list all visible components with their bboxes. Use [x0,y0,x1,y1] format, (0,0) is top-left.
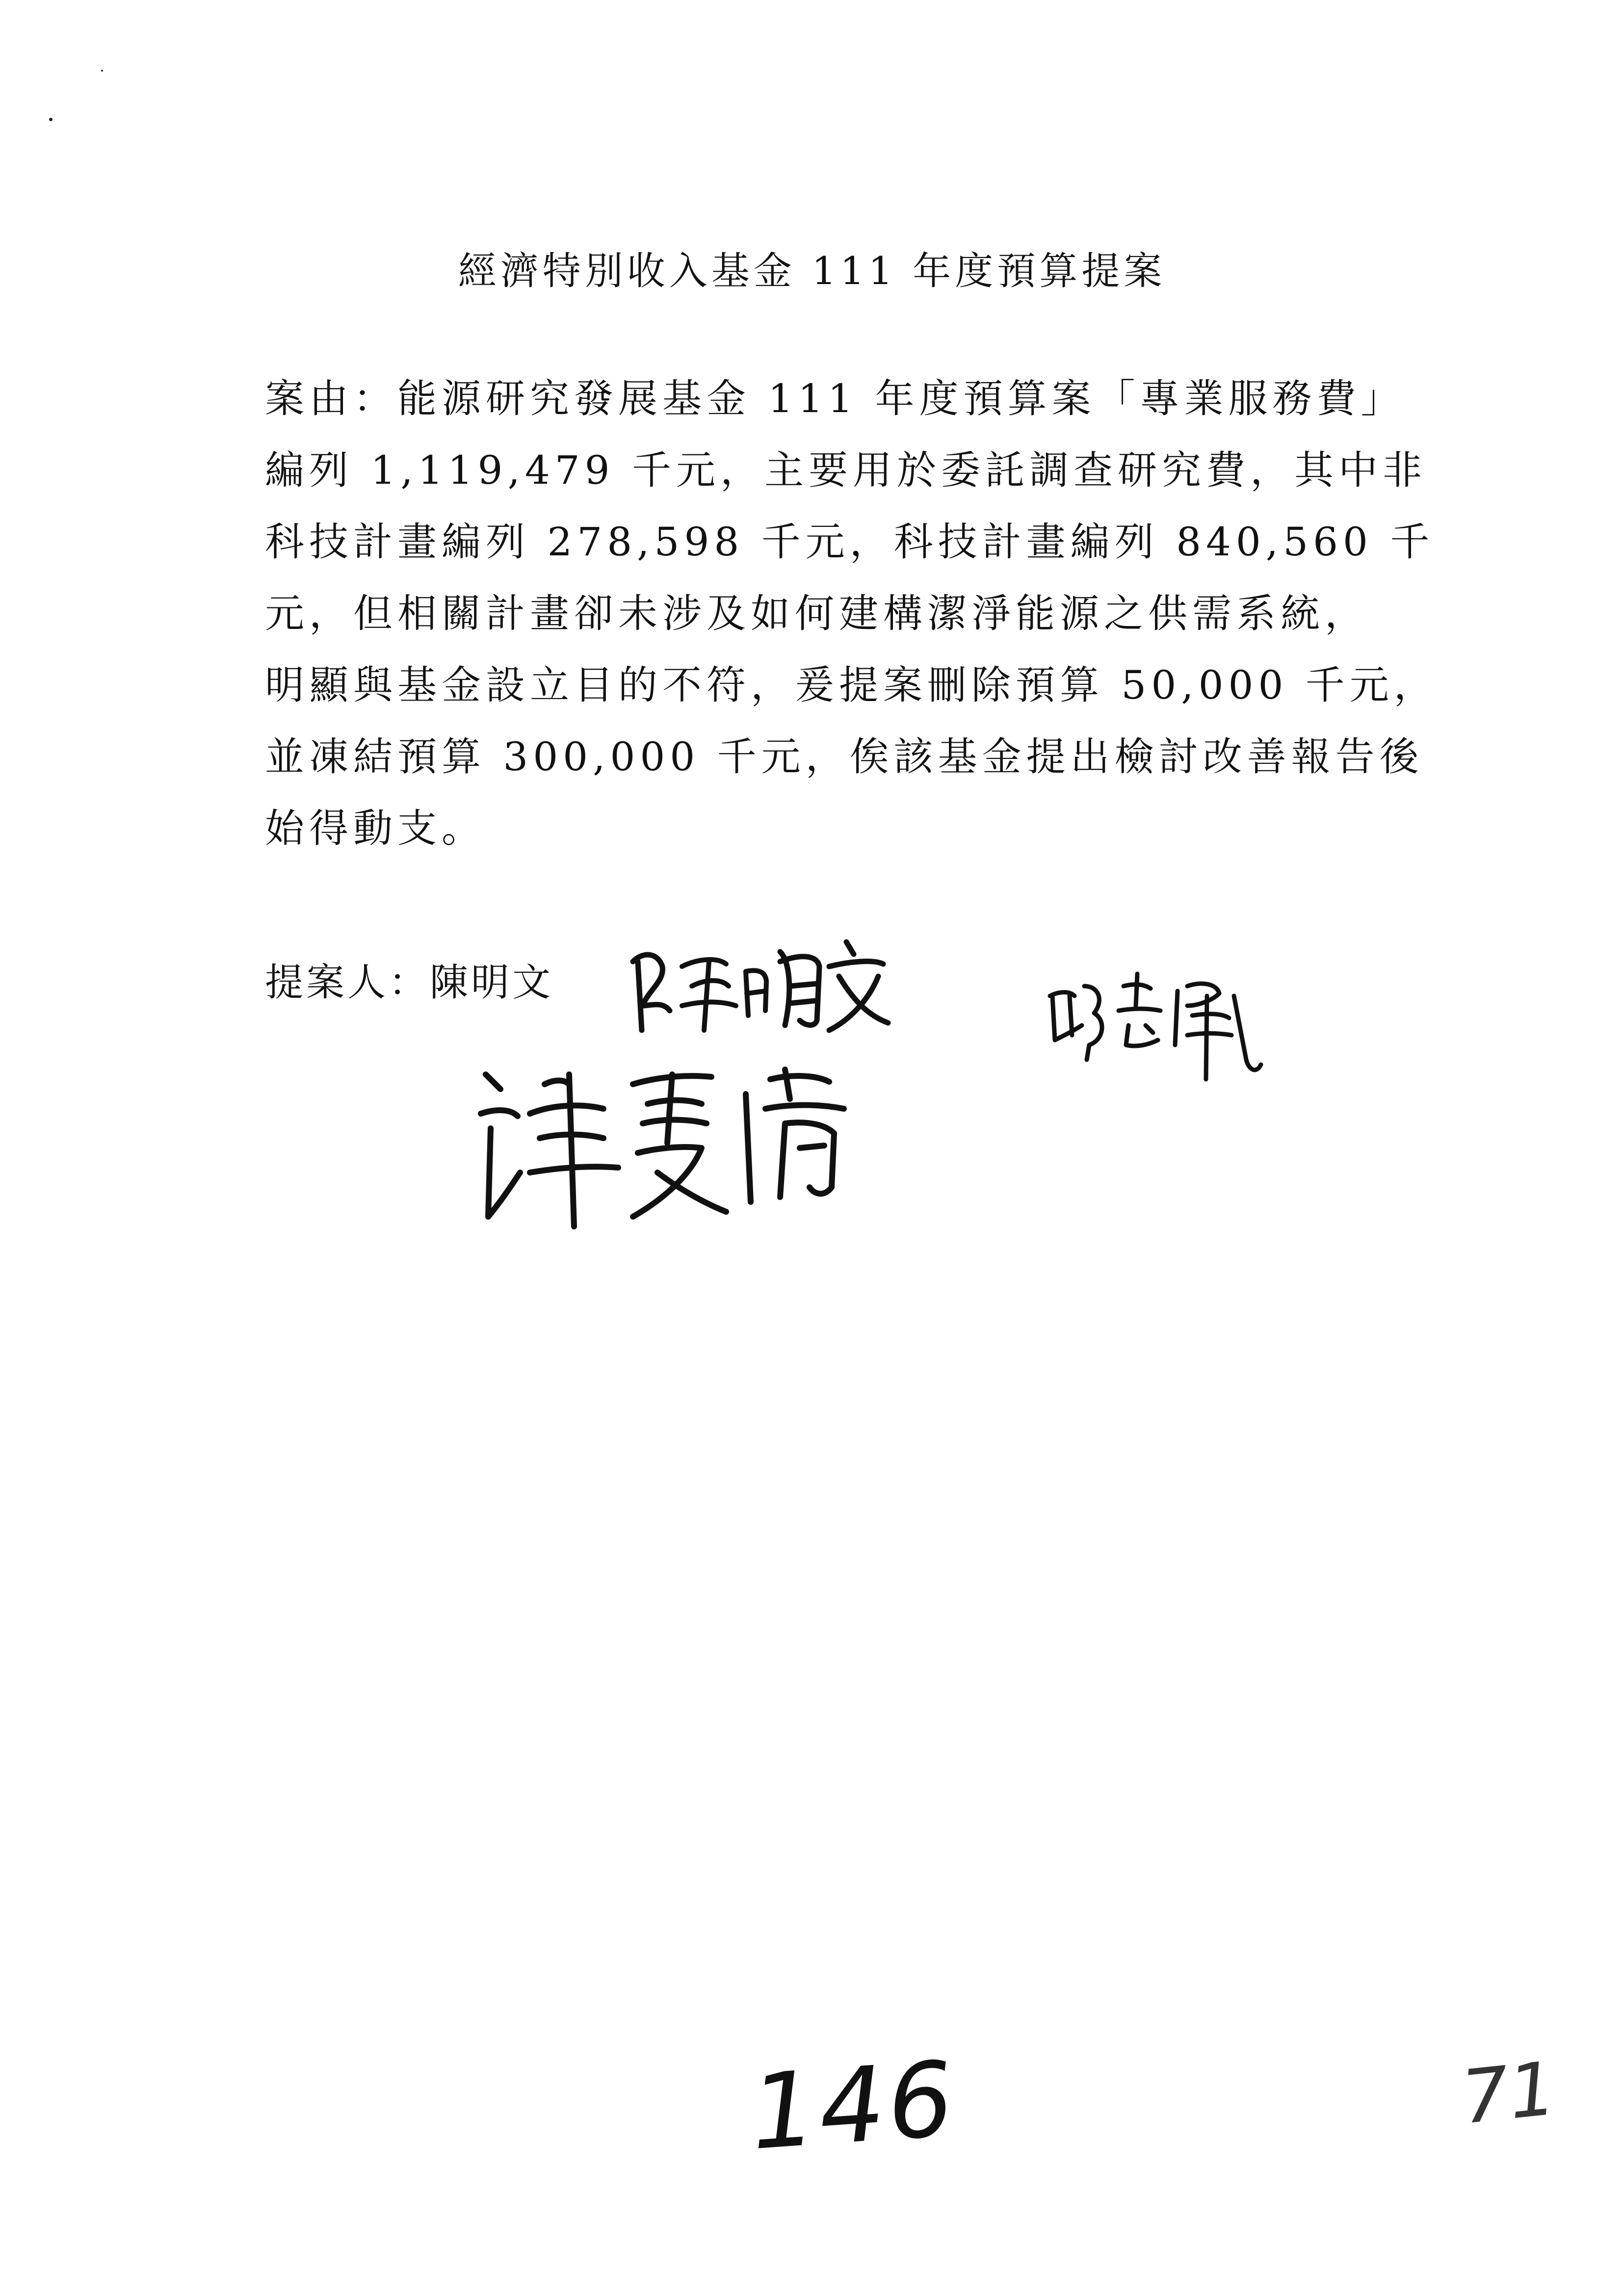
corner-mark: 71 [1458,2046,1560,2141]
body-line: 始得動支。 [265,806,486,851]
body-line: 編列 1,119,479 千元，主要用於委託調查研究費，其中非 [265,447,1427,493]
body-line: 並凍結預算 300,000 千元，俟該基金提出檢討改善報告後 [265,734,1424,780]
body-line: 案由：能源研究發展基金 111 年度預算案「專業服務費」 [265,376,1405,421]
scan-speck [101,70,103,72]
scan-speck [49,118,52,121]
signature-hsu-chih-chieh [471,1055,864,1241]
proposer-label: 提案人：陳明文 [265,961,554,1005]
document-title: 經濟特別收入基金 111 年度預算提案 [458,249,1166,293]
signature-chen-ming-wen [623,932,898,1040]
body-line: 科技計畫編列 278,598 千元，科技計畫編列 840,560 千 [265,519,1435,565]
body-line: 元，但相關計畫卻未涉及如何建構潔淨能源之供需系統， [265,591,1369,636]
body-line: 明顯與基金設立目的不符，爰提案刪除預算 50,000 千元， [265,662,1438,708]
proposal-body [265,363,1438,864]
page-number: 146 [746,2038,960,2173]
signature-chiu-chih-wei [1040,966,1276,1094]
